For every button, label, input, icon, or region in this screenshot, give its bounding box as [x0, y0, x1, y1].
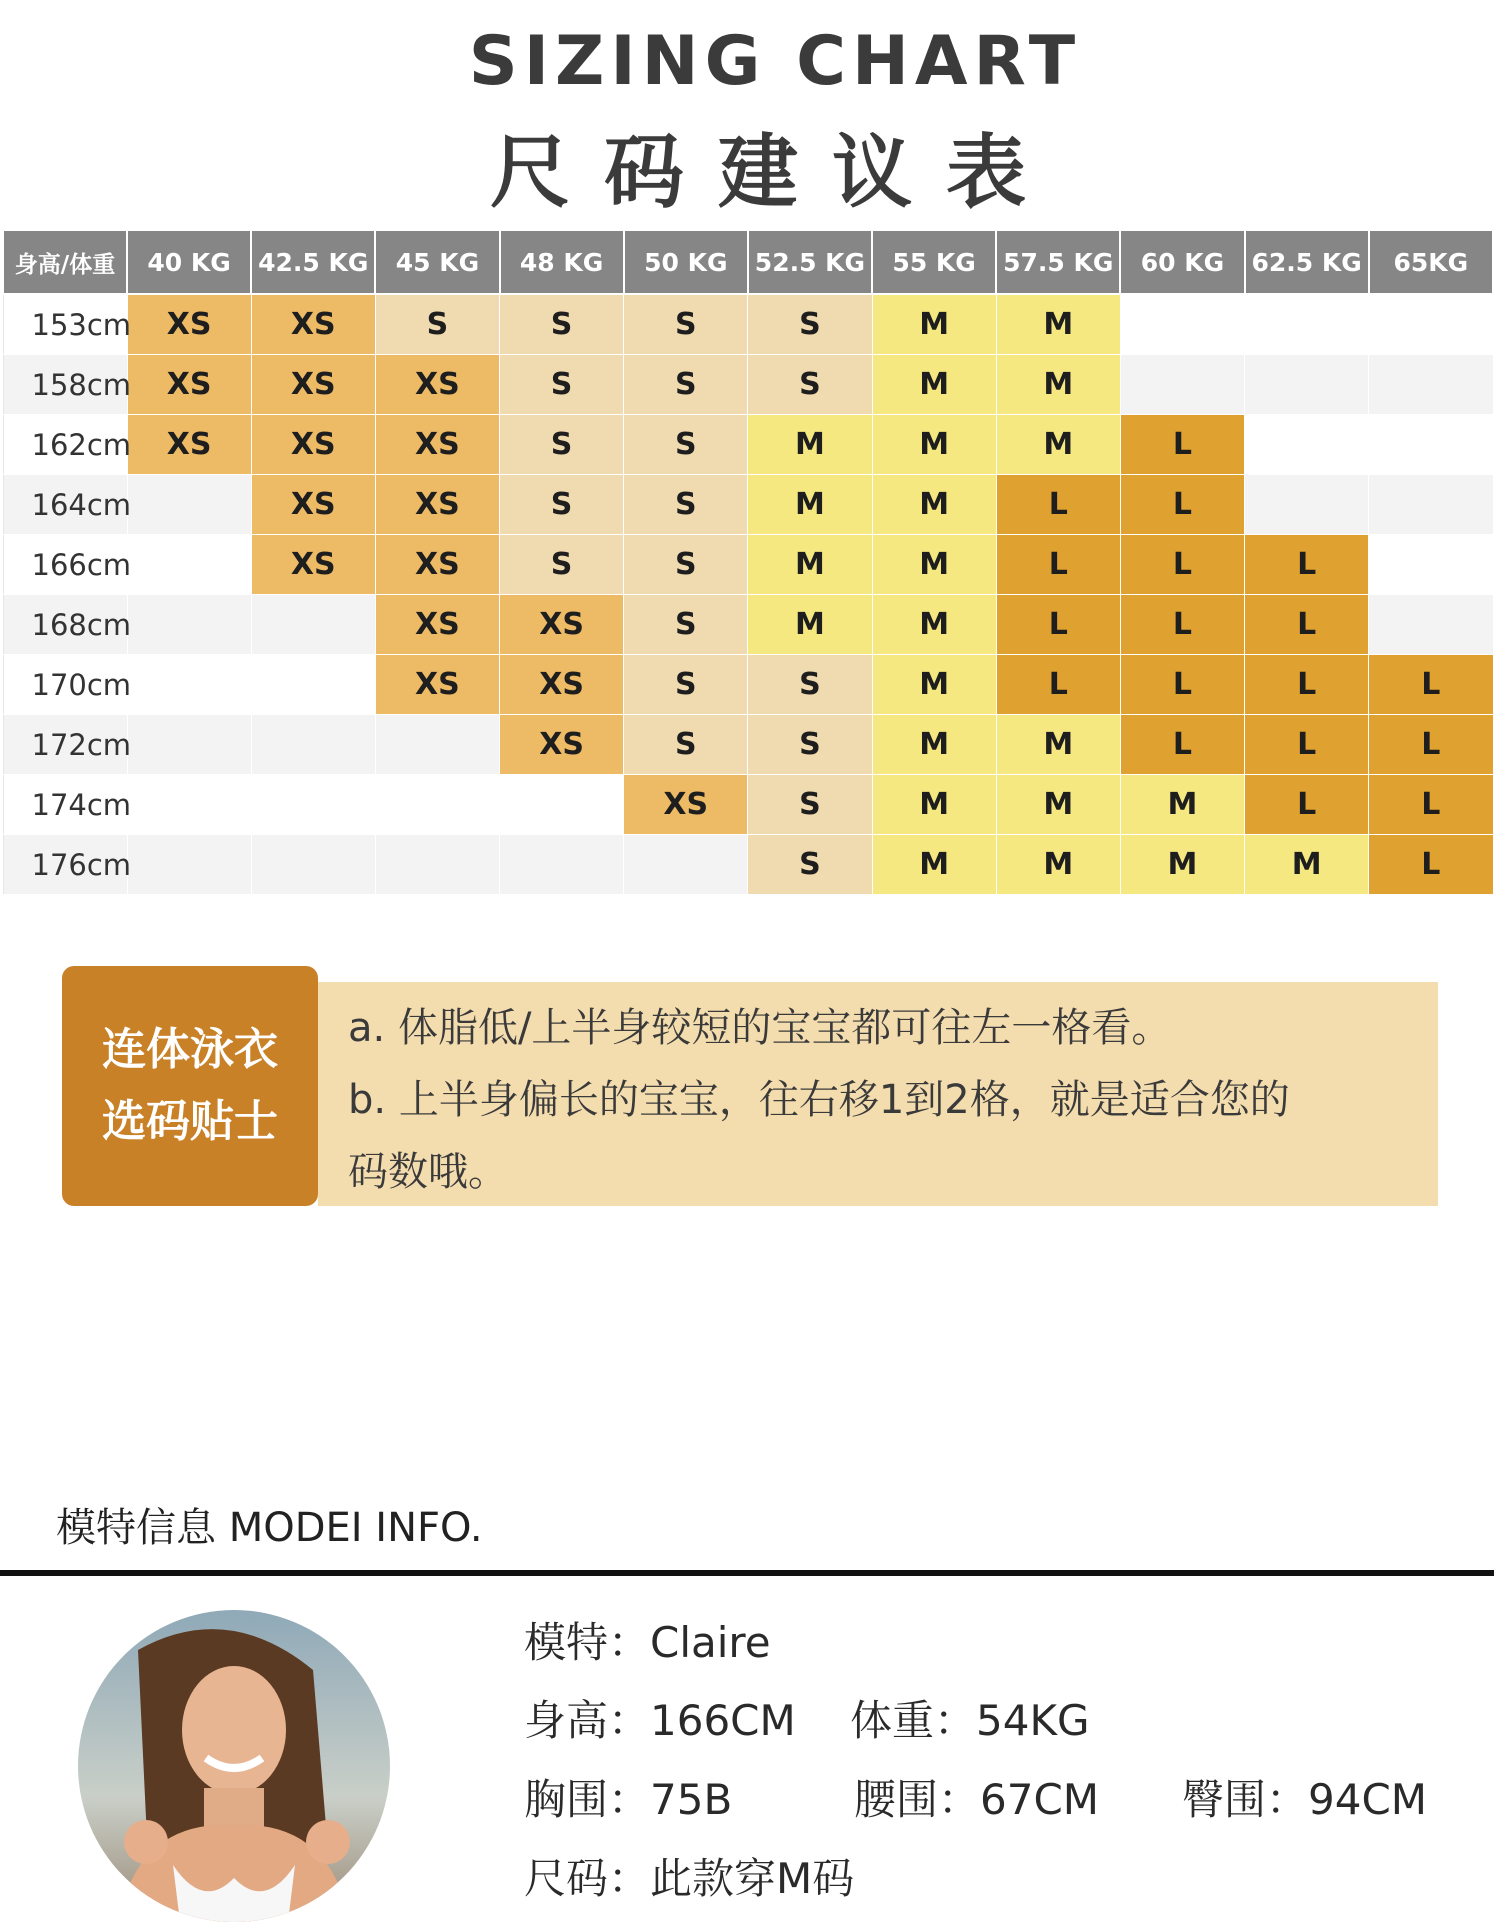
height-label: 168cm	[3, 595, 127, 655]
size-cell: S	[500, 415, 624, 475]
table-row	[3, 355, 1493, 415]
height-label: 170cm	[3, 655, 127, 715]
weight-header: 57.5 KG	[996, 230, 1120, 294]
empty-cell	[251, 775, 375, 835]
table-row	[3, 595, 1493, 655]
model-size: 尺码：此款穿M码	[524, 1854, 855, 1903]
model-avatar	[78, 1610, 390, 1922]
tip-line-a: a. 体脂低/上半身较短的宝宝都可往左一格看。	[348, 1005, 1172, 1051]
size-cell: S	[624, 535, 748, 595]
size-cell: M	[872, 715, 996, 775]
model-info-heading: 模特信息 MODEI INFO.	[56, 1505, 483, 1551]
size-cell: M	[996, 775, 1120, 835]
empty-cell	[1120, 294, 1244, 355]
empty-cell	[127, 835, 251, 895]
empty-cell	[251, 835, 375, 895]
empty-cell	[127, 715, 251, 775]
size-cell: XS	[375, 655, 499, 715]
size-cell: L	[996, 595, 1120, 655]
height-label: 153cm	[3, 294, 127, 355]
size-cell: L	[996, 535, 1120, 595]
size-cell: M	[748, 535, 872, 595]
size-cell: XS	[375, 415, 499, 475]
empty-cell	[1245, 355, 1369, 415]
table-row	[3, 535, 1493, 595]
model-name: 模特：Claire	[524, 1618, 771, 1667]
size-cell: M	[872, 294, 996, 355]
empty-cell	[127, 595, 251, 655]
size-cell: XS	[127, 355, 251, 415]
size-cell: XS	[500, 655, 624, 715]
size-cell: XS	[127, 294, 251, 355]
divider	[0, 1570, 1494, 1576]
empty-cell	[1245, 294, 1369, 355]
size-cell: XS	[251, 415, 375, 475]
size-cell: S	[500, 535, 624, 595]
empty-cell	[1245, 475, 1369, 535]
model-hips: 臀围：94CM	[1182, 1775, 1428, 1824]
size-cell: S	[500, 355, 624, 415]
size-cell: L	[1369, 715, 1493, 775]
empty-cell	[1120, 355, 1244, 415]
size-cell: M	[996, 355, 1120, 415]
size-cell: XS	[375, 355, 499, 415]
size-cell: S	[624, 355, 748, 415]
size-cell: M	[748, 475, 872, 535]
size-cell: M	[996, 294, 1120, 355]
empty-cell	[251, 715, 375, 775]
height-label: 164cm	[3, 475, 127, 535]
weight-header: 65KG	[1369, 230, 1493, 294]
weight-header: 52.5 KG	[748, 230, 872, 294]
size-cell: XS	[251, 475, 375, 535]
size-cell: L	[996, 475, 1120, 535]
empty-cell	[251, 595, 375, 655]
size-cell: L	[1120, 535, 1244, 595]
table-row	[3, 775, 1493, 835]
empty-cell	[1369, 475, 1493, 535]
size-cell: S	[375, 294, 499, 355]
model-photo	[78, 1610, 390, 1922]
size-cell: M	[872, 595, 996, 655]
tips-label-line1: 连体泳衣	[102, 1024, 278, 1075]
size-cell: S	[624, 294, 748, 355]
weight-header: 62.5 KG	[1245, 230, 1369, 294]
size-cell: S	[748, 835, 872, 895]
size-cell: XS	[251, 294, 375, 355]
empty-cell	[251, 655, 375, 715]
empty-cell	[127, 775, 251, 835]
size-cell: M	[996, 715, 1120, 775]
empty-cell	[1369, 595, 1493, 655]
size-cell: S	[748, 294, 872, 355]
height-label: 174cm	[3, 775, 127, 835]
tips-label-line2: 选码贴士	[102, 1096, 278, 1147]
empty-cell	[375, 775, 499, 835]
table-corner-label: 身高/体重	[3, 230, 127, 294]
size-cell: S	[624, 475, 748, 535]
table-row	[3, 415, 1493, 475]
weight-header: 55 KG	[872, 230, 996, 294]
empty-cell	[624, 835, 748, 895]
size-cell: XS	[375, 535, 499, 595]
size-cell: M	[872, 355, 996, 415]
size-cell: S	[624, 415, 748, 475]
empty-cell	[127, 535, 251, 595]
tips-box	[318, 982, 1438, 1206]
height-label: 162cm	[3, 415, 127, 475]
empty-cell	[127, 655, 251, 715]
size-cell: L	[1245, 655, 1369, 715]
size-cell: S	[500, 294, 624, 355]
size-cell: M	[996, 835, 1120, 895]
size-cell: S	[748, 775, 872, 835]
size-cell: XS	[251, 355, 375, 415]
size-cell: M	[748, 595, 872, 655]
size-cell: L	[1120, 475, 1244, 535]
table-row	[3, 294, 1493, 355]
model-height: 身高：166CM	[524, 1696, 796, 1745]
size-cell: XS	[624, 775, 748, 835]
empty-cell	[500, 775, 624, 835]
tip-line-b2: 码数哦。	[348, 1149, 508, 1195]
size-cell: M	[748, 415, 872, 475]
table-row	[3, 835, 1493, 895]
weight-header: 45 KG	[375, 230, 499, 294]
size-cell: L	[1120, 595, 1244, 655]
size-cell: L	[1245, 715, 1369, 775]
weight-header: 48 KG	[500, 230, 624, 294]
size-cell: L	[1245, 595, 1369, 655]
empty-cell	[375, 715, 499, 775]
empty-cell	[500, 835, 624, 895]
size-cell: L	[996, 655, 1120, 715]
empty-cell	[1245, 415, 1369, 475]
height-label: 172cm	[3, 715, 127, 775]
size-cell: M	[872, 775, 996, 835]
table-row	[3, 475, 1493, 535]
size-cell: XS	[500, 715, 624, 775]
chart-title-en: SIZING CHART	[468, 22, 1082, 101]
size-cell: S	[748, 655, 872, 715]
size-cell: M	[1120, 835, 1244, 895]
empty-cell	[127, 475, 251, 535]
size-cell: M	[1245, 835, 1369, 895]
empty-cell	[1369, 294, 1493, 355]
size-cell: XS	[375, 595, 499, 655]
size-cell: L	[1120, 415, 1244, 475]
size-cell: S	[624, 655, 748, 715]
height-label: 176cm	[3, 835, 127, 895]
table-row	[3, 715, 1493, 775]
size-cell: S	[624, 595, 748, 655]
size-cell: L	[1369, 655, 1493, 715]
size-cell: S	[624, 715, 748, 775]
size-cell: S	[748, 355, 872, 415]
weight-header: 60 KG	[1120, 230, 1244, 294]
model-waist: 腰围：67CM	[854, 1775, 1100, 1824]
size-cell: M	[1120, 775, 1244, 835]
tip-line-b1: b. 上半身偏长的宝宝，往右移1到2格，就是适合您的	[348, 1077, 1290, 1123]
weight-header: 42.5 KG	[251, 230, 375, 294]
empty-cell	[1369, 355, 1493, 415]
height-label: 166cm	[3, 535, 127, 595]
size-cell: M	[872, 475, 996, 535]
size-cell: L	[1369, 775, 1493, 835]
empty-cell	[1369, 415, 1493, 475]
model-bust: 胸围：75B	[524, 1775, 733, 1824]
size-cell: S	[748, 715, 872, 775]
size-table-body	[3, 294, 1493, 895]
size-table	[2, 229, 1494, 895]
size-cell: XS	[127, 415, 251, 475]
empty-cell	[375, 835, 499, 895]
model-weight: 体重：54KG	[850, 1696, 1090, 1745]
size-cell: L	[1245, 535, 1369, 595]
size-table-header-row	[3, 230, 1493, 294]
table-row	[3, 655, 1493, 715]
weight-header: 40 KG	[127, 230, 251, 294]
size-cell: XS	[500, 595, 624, 655]
size-cell: L	[1369, 835, 1493, 895]
size-cell: L	[1120, 655, 1244, 715]
size-cell: L	[1245, 775, 1369, 835]
size-cell: L	[1120, 715, 1244, 775]
size-cell: M	[872, 655, 996, 715]
size-cell: M	[872, 835, 996, 895]
tips-label	[62, 966, 318, 1206]
empty-cell	[1369, 535, 1493, 595]
size-cell: S	[500, 475, 624, 535]
weight-header: 50 KG	[624, 230, 748, 294]
size-cell: M	[996, 415, 1120, 475]
height-label: 158cm	[3, 355, 127, 415]
size-cell: XS	[251, 535, 375, 595]
size-cell: M	[872, 415, 996, 475]
chart-title-cn: 尺码建议表	[490, 126, 1060, 219]
size-cell: M	[872, 535, 996, 595]
size-cell: XS	[375, 475, 499, 535]
